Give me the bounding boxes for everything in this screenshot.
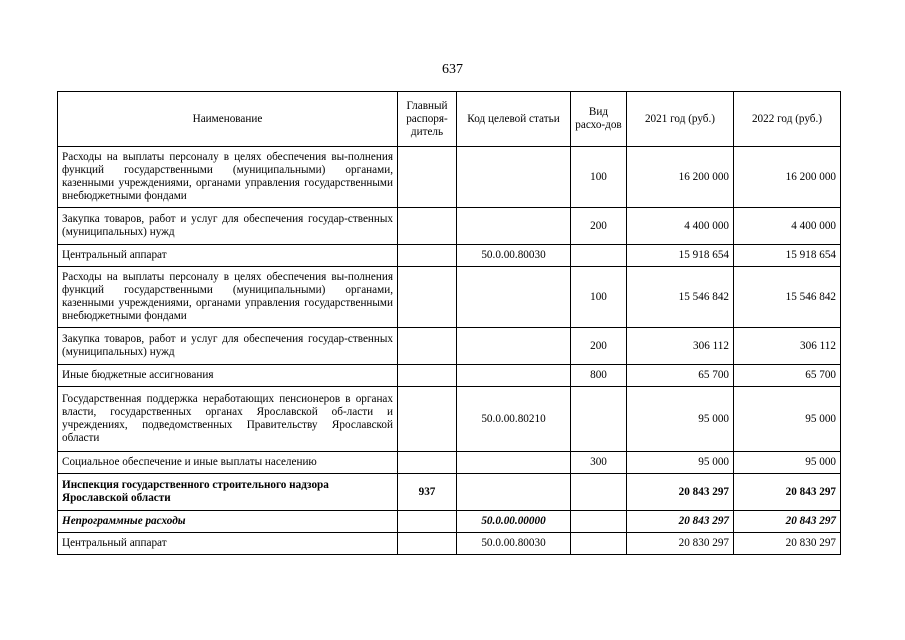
row-2022: 20 830 297 — [734, 533, 841, 555]
table-row — [58, 328, 841, 365]
row-2022: 95 000 — [734, 387, 841, 452]
table-row — [58, 267, 841, 328]
row-2022: 16 200 000 — [734, 147, 841, 208]
row-2022: 20 843 297 — [734, 511, 841, 533]
table-row — [58, 208, 841, 245]
row-admin — [398, 147, 457, 208]
row-2021: 16 200 000 — [627, 147, 734, 208]
row-admin — [398, 511, 457, 533]
row-2022: 65 700 — [734, 365, 841, 387]
row-name: Государственная поддержка неработающих пенсионеров в органах власти, государственных органах Ярославской об-ласти и учреждениях, подведомственных Правительству Ярославской области — [58, 387, 398, 452]
table-row — [58, 511, 841, 533]
row-2021: 95 000 — [627, 387, 734, 452]
row-admin — [398, 365, 457, 387]
row-code — [457, 208, 571, 245]
header-code: Код целевой статьи — [457, 92, 571, 147]
table-row — [58, 245, 841, 267]
table-row — [58, 147, 841, 208]
row-name: Инспекция государственного строительного надзора Ярославской области — [58, 474, 398, 511]
row-admin — [398, 208, 457, 245]
row-admin: 937 — [398, 474, 457, 511]
header-name: Наименование — [58, 92, 398, 147]
row-code: 50.0.00.00000 — [457, 511, 571, 533]
page-number: 637 — [442, 62, 463, 77]
row-name: Социальное обеспечение и иные выплаты населению — [58, 452, 398, 474]
row-admin — [398, 245, 457, 267]
row-admin — [398, 452, 457, 474]
row-2021: 15 546 842 — [627, 267, 734, 328]
row-code — [457, 267, 571, 328]
row-code — [457, 328, 571, 365]
row-type — [571, 245, 627, 267]
budget-table — [57, 91, 841, 555]
table-row — [58, 533, 841, 555]
row-code — [457, 147, 571, 208]
row-2021: 4 400 000 — [627, 208, 734, 245]
row-name: Центральный аппарат — [58, 533, 398, 555]
row-type: 100 — [571, 147, 627, 208]
row-code: 50.0.00.80030 — [457, 533, 571, 555]
row-code: 50.0.00.80030 — [457, 245, 571, 267]
row-2021: 306 112 — [627, 328, 734, 365]
row-2021: 20 843 297 — [627, 474, 734, 511]
row-type: 100 — [571, 267, 627, 328]
row-code — [457, 474, 571, 511]
row-name: Иные бюджетные ассигнования — [58, 365, 398, 387]
row-admin — [398, 533, 457, 555]
header-row — [58, 92, 841, 147]
row-name: Расходы на выплаты персоналу в целях обеспечения вы-полнения функций государственными (муниципальными) органами, казенными учреждениями, органами управления государственными внебюджетными фондами — [58, 267, 398, 328]
header-2022: 2022 год (руб.) — [734, 92, 841, 147]
row-type: 800 — [571, 365, 627, 387]
header-2021: 2021 год (руб.) — [627, 92, 734, 147]
row-2022: 95 000 — [734, 452, 841, 474]
row-code — [457, 365, 571, 387]
row-type: 200 — [571, 328, 627, 365]
row-2022: 15 546 842 — [734, 267, 841, 328]
row-admin — [398, 328, 457, 365]
header-admin: Главный распоря-дитель — [398, 92, 457, 147]
row-2021: 65 700 — [627, 365, 734, 387]
row-type: 200 — [571, 208, 627, 245]
table-row — [58, 365, 841, 387]
table-row — [58, 387, 841, 452]
row-name: Закупка товаров, работ и услуг для обеспечения государ-ственных (муниципальных) нужд — [58, 208, 398, 245]
row-name: Непрограммные расходы — [58, 511, 398, 533]
row-2022: 20 843 297 — [734, 474, 841, 511]
table-row — [58, 474, 841, 511]
row-2021: 20 830 297 — [627, 533, 734, 555]
row-type — [571, 511, 627, 533]
row-2022: 4 400 000 — [734, 208, 841, 245]
row-2021: 15 918 654 — [627, 245, 734, 267]
row-code — [457, 452, 571, 474]
row-admin — [398, 387, 457, 452]
row-type: 300 — [571, 452, 627, 474]
row-type — [571, 474, 627, 511]
row-2022: 15 918 654 — [734, 245, 841, 267]
row-2021: 95 000 — [627, 452, 734, 474]
row-name: Расходы на выплаты персоналу в целях обеспечения вы-полнения функций государственными (муниципальными) органами, казенными учреждениями, органами управления государственными внебюджетными фондами — [58, 147, 398, 208]
header-type: Вид расхо-дов — [571, 92, 627, 147]
row-admin — [398, 267, 457, 328]
row-2022: 306 112 — [734, 328, 841, 365]
row-type — [571, 387, 627, 452]
row-type — [571, 533, 627, 555]
row-name: Закупка товаров, работ и услуг для обеспечения государ-ственных (муниципальных) нужд — [58, 328, 398, 365]
row-code: 50.0.00.80210 — [457, 387, 571, 452]
row-2021: 20 843 297 — [627, 511, 734, 533]
table-row — [58, 452, 841, 474]
row-name: Центральный аппарат — [58, 245, 398, 267]
